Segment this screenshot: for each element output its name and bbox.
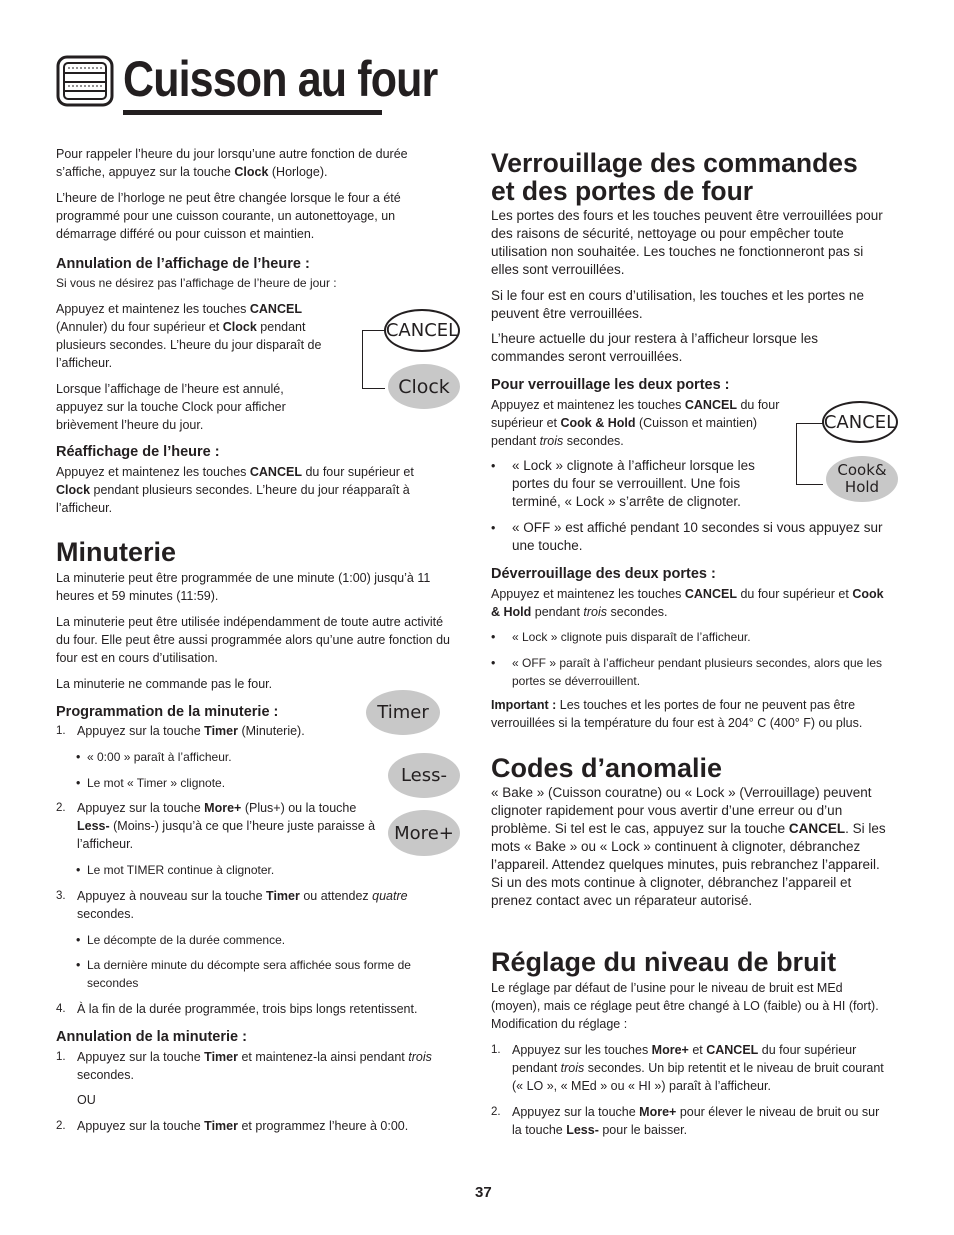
- page-number: 37: [475, 1184, 492, 1201]
- timer-range-paragraph: La minuterie peut être programmée de une minute (1:00) jusqu’à 11 heures et 59 minutes (11:59).: [56, 571, 431, 603]
- list-item: • Le mot TIMER continue à clignoter.: [76, 863, 275, 877]
- error-codes-heading: Codes d’anomalie: [491, 753, 723, 783]
- lock-paragraph-1: Les portes des fours et les touches peuvent être verrouillées pour des raisons de sécurité, nettoyage ou pour empêcher toute utilisation non souhaitée. Les touches ne fonctionneront pas si elles sont verrouillées.: [491, 208, 883, 277]
- timer-step-2: 2. Appuyez sur la touche More+ (Plus+) ou la touche Less- (Moins-) jusqu’à ce que l’heure juste paraisse à l’afficheur.: [56, 801, 376, 851]
- title-underline: [123, 110, 382, 115]
- minuterie-heading: Minuterie: [56, 537, 177, 567]
- list-item: • Le décompte de la durée commence.: [76, 933, 286, 947]
- list-item: • Le mot « Timer » clignote.: [76, 776, 226, 790]
- cancel-cookhold-bracket: [796, 423, 823, 485]
- cancel-clock-bracket: [362, 330, 385, 389]
- noise-level-paragraph: Le réglage par défaut de l’usine pour le niveau de bruit est MEd (moyen), mais ce réglage peut être changé à LO (faible) ou à HI (fort). Modification du réglage :: [491, 981, 879, 1031]
- clock-redisplay-heading: Réaffichage de l’heure :: [56, 444, 220, 460]
- timer-program-heading: Programmation de la minuterie :: [56, 704, 279, 720]
- clock-cancel-paragraph: Appuyez et maintenez les touches CANCEL (Annuler) du four supérieur et Clock pendant plusieurs secondes. L’heure du jour disparaît de l’afficheur.: [56, 302, 322, 370]
- list-item: • « 0:00 » paraît à l’afficheur.: [76, 750, 232, 764]
- timer-step-3: 3. Appuyez à nouveau sur la touche Timer ou attendez quatre secondes.: [56, 889, 408, 921]
- lock-doors-paragraph: Appuyez et maintenez les touches CANCEL du four supérieur et Cook & Hold (Cuisson et maintien) pendant trois secondes.: [491, 398, 780, 448]
- clock-recall-paragraph: Pour rappeler l’heure du jour lorsqu’une autre fonction de durée s’affiche, appuyez sur la touche Clock (Horloge).: [56, 147, 408, 179]
- timer-key[interactable]: Timer: [366, 690, 440, 735]
- lock-heading: Verrouillage des commandes et des portes de four: [491, 148, 858, 206]
- list-item: • La dernière minute du décompte sera affichée sous forme de secondes: [76, 958, 411, 990]
- timer-cancel-step-2: 2. Appuyez sur la touche Timer et programmez l’heure à 0:00.: [56, 1119, 409, 1133]
- noise-step-2: 2. Appuyez sur la touche More+ pour élever le niveau de bruit ou sur la touche Less- pour le baisser.: [491, 1105, 880, 1137]
- timer-cancel-heading: Annulation de la minuterie :: [56, 1029, 247, 1045]
- timer-step-1: 1. Appuyez sur la touche Timer (Minuterie).: [56, 724, 305, 738]
- oven-icon: [56, 55, 116, 109]
- more-key[interactable]: More+: [388, 810, 460, 856]
- timer-no-oven-paragraph: La minuterie ne commande pas le four.: [56, 677, 273, 691]
- unlock-doors-paragraph: Appuyez et maintenez les touches CANCEL du four supérieur et Cook & Hold pendant trois secondes.: [491, 587, 884, 619]
- clock-cancel-heading: Annulation de l’affichage de l’heure :: [56, 256, 310, 272]
- cancel-key-2[interactable]: CANCEL: [822, 401, 898, 443]
- list-item: • « OFF » est affiché pendant 10 secondes si vous appuyez sur une touche.: [491, 520, 883, 553]
- cook-hold-key[interactable]: Cook& Hold: [826, 456, 898, 502]
- list-item: • « Lock » clignote à l’afficheur lorsque les portes du four se verrouillent. Une fois terminé, « Lock » s’arrête de clignoter.: [491, 458, 755, 509]
- noise-level-heading: Réglage du niveau de bruit: [491, 947, 837, 977]
- clock-key[interactable]: Clock: [388, 364, 460, 409]
- unlock-doors-heading: Déverrouillage des deux portes :: [491, 566, 716, 582]
- timer-independent-paragraph: La minuterie peut être utilisée indépendamment de toute autre activité du four. Elle peut être aussi programmée alors qu’une autre fonction du four est en cours d’utilisation.: [56, 615, 450, 665]
- list-item: • « Lock » clignote puis disparaît de l’afficheur.: [491, 630, 751, 644]
- less-key[interactable]: Less-: [388, 753, 460, 798]
- cancel-key[interactable]: CANCEL: [384, 309, 460, 352]
- timer-cancel-step-1: 1. Appuyez sur la touche Timer et maintenez-la ainsi pendant trois secondes.: [56, 1050, 432, 1082]
- clock-cancel-intro: Si vous ne désirez pas l’affichage de l’heure de jour :: [56, 276, 337, 290]
- important-note: Important : Les touches et les portes de four ne peuvent pas être verrouillées si la température du four est à 204° C (400° F) ou plus.: [491, 698, 863, 730]
- timer-step-4: 4. À la fin de la durée programmée, trois bips longs retentissent.: [56, 1002, 418, 1016]
- clock-change-paragraph: L’heure de l’horloge ne peut être changée lorsque le four a été programmé pour une cuisson courante, un autonettoyage, un démarrage différé ou pour cuisson et maintien.: [56, 191, 401, 241]
- lock-paragraph-3: L’heure actuelle du jour restera à l’afficheur lorsque les commandes seront verrouillées.: [491, 331, 818, 364]
- noise-step-1: 1. Appuyez sur les touches More+ et CANCEL du four supérieur pendant trois secondes. Un bip retentit et le niveau de bruit courant (« LO », « MEd » ou « HI ») paraît à l’afficheur.: [491, 1043, 884, 1093]
- lock-paragraph-2: Si le four est en cours d’utilisation, les touches et les portes ne peuvent être verrouillées.: [491, 288, 864, 321]
- or-text: OU: [77, 1093, 96, 1107]
- list-item: • « OFF » paraît à l’afficheur pendant plusieurs secondes, alors que les portes se déverrouillent.: [491, 656, 882, 688]
- lock-doors-heading: Pour verrouillage les deux portes :: [491, 377, 730, 393]
- error-codes-paragraph: « Bake » (Cuisson couratne) ou « Lock » (Verrouillage) peuvent clignoter rapidement pour vous avertir d’une erreur ou d’un problème. Si tel est le cas, appuyez sur la touche CANCEL. Si les mots « Bake » ou « Lock » continuent à clignoter, débranchez l’appareil. Attendez quelques minutes, puis rebranchez l’appareil. Si un des mots continue à clignoter, débranchez l’appareil et prenez contact avec un réparateur autorisé.: [491, 785, 886, 908]
- clock-redisplay-paragraph: Appuyez et maintenez les touches CANCEL du four supérieur et Clock pendant plusieurs secondes. L’heure du jour réapparaît à l’afficheur.: [56, 465, 414, 515]
- page-title: Cuisson au four: [123, 51, 438, 107]
- clock-restore-paragraph: Lorsque l’affichage de l’heure est annulé, appuyez sur la touche Clock pour afficher brièvement l’heure du jour.: [56, 382, 286, 432]
